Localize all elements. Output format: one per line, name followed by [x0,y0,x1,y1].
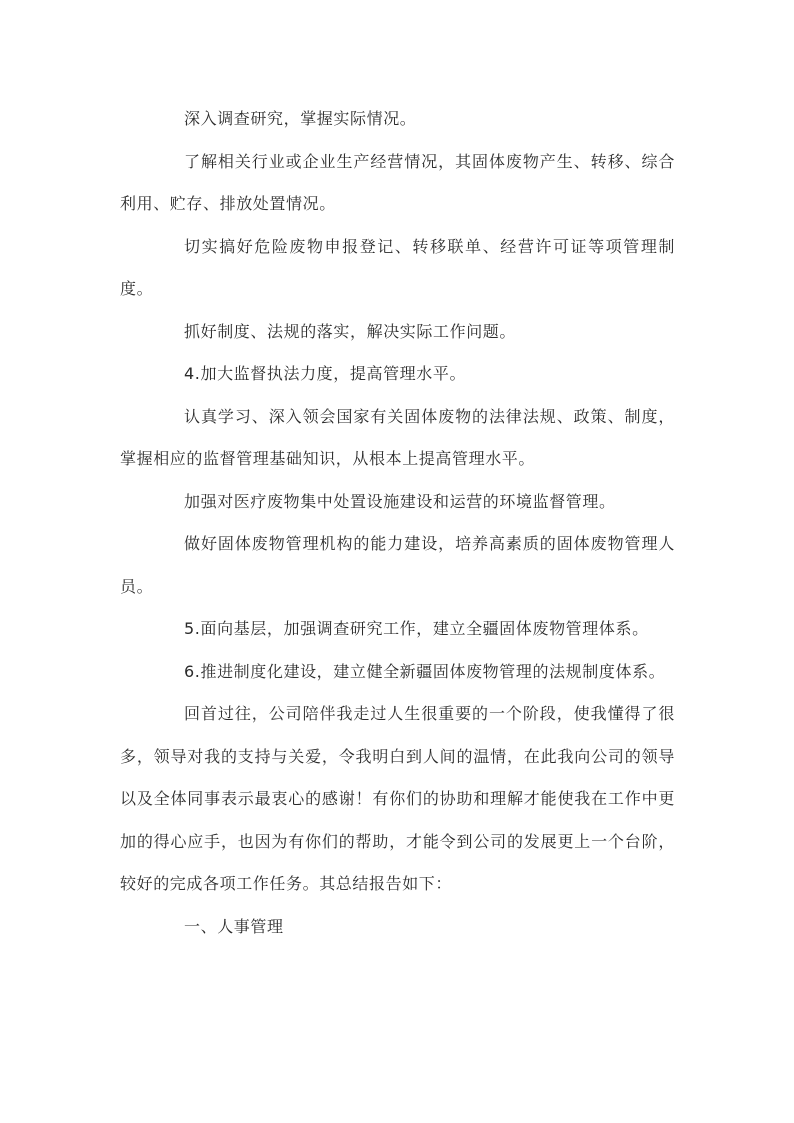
paragraph-implement-regulations: 抓好制度、法规的落实，解决实际工作问题。 [184,321,517,341]
paragraph-investigation: 深入调查研究，掌握实际情况。 [184,109,417,128]
section-heading-personnel: 一、人事管理 [184,916,284,936]
paragraph-medical-waste: 加强对医疗废物集中处置设施建设和运营的环境监督管理。 [184,491,616,511]
paragraph-item-6: 6.推进制度化建设，建立健全新疆固体废物管理的法规制度体系。 [184,661,666,681]
paragraph-capacity-building: 做好固体废物管理机构的能力建设，培养高素质的固体废物管理人员。 [120,534,675,596]
paragraph-hazardous-waste-system: 切实搞好危险废物申报登记、转移联单、经营许可证等项管理制度。 [120,236,675,298]
paragraph-item-4: 4.加大监督执法力度，提高管理水平。 [184,364,467,383]
document-body [120,98,675,948]
paragraph-review: 回首过往，公司陪伴我走过人生很重要的一个阶段，使我懂得了很多，领导对我的支持与关爱，令我明白到人间的温情，在此我向公司的领导以及全体同事表示最衷心的感谢！有你们的协助和理解才能使我在工作中更加的得心应手，也因为有你们的帮助，才能令到公司的发展更上一个台阶，较好的完成各项工作任务。其总结报告如下： [120,704,675,893]
paragraph-study-laws: 认真学习、深入领会国家有关固体废物的法律法规、政策、制度，掌握相应的监督管理基础知识，从根本上提高管理水平。 [120,406,675,468]
paragraph-item-5: 5.面向基层，加强调查研究工作，建立全疆固体废物管理体系。 [184,619,649,638]
paragraph-industry-situation: 了解相关行业或企业生产经营情况，其固体废物产生、转移、综合利用、贮存、排放处置情况。 [120,151,675,213]
